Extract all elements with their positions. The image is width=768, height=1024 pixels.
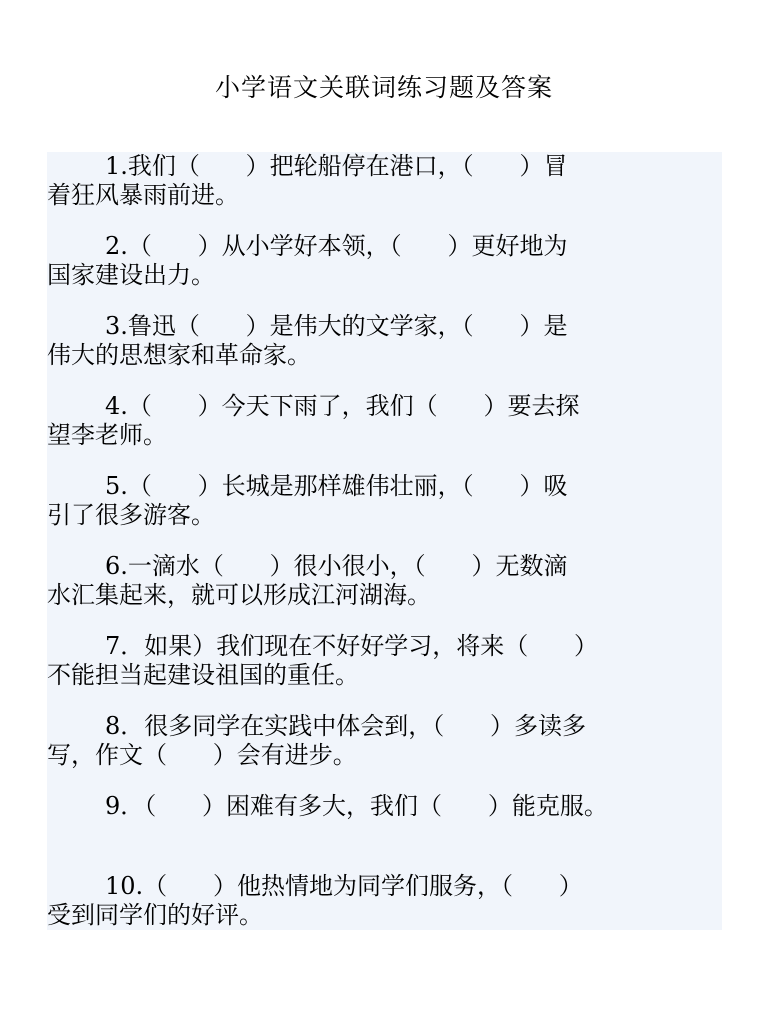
question-7-line-1: 7．如果）我们现在不好好学习，将来（ ）: [105, 632, 599, 660]
question-item-8: [47, 712, 737, 792]
question-list: [47, 152, 737, 952]
question-item-9: [47, 792, 737, 872]
question-6-line-2: 水汇集起来，就可以形成江河湖海。: [47, 581, 431, 609]
question-item-7: [47, 632, 737, 712]
question-10-line-2: 受到同学们的好评。: [47, 901, 263, 929]
question-item-5: [47, 472, 737, 552]
question-item-2: [47, 232, 737, 312]
question-8-line-1: 8．很多同学在实践中体会到，（ ）多读多: [105, 712, 587, 740]
question-8-line-2: 写，作文（ ）会有进步。: [47, 741, 357, 769]
question-3-line-2: 伟大的思想家和革命家。: [47, 341, 311, 369]
question-4-line-1: 4.（ ）今天下雨了，我们（ ）要去探: [105, 392, 580, 420]
question-7-line-2: 不能担当起建设祖国的重任。: [47, 661, 359, 689]
question-3-line-1: 3.鲁迅（ ）是伟大的文学家，（ ）是: [105, 312, 568, 340]
question-4-line-2: 望李老师。: [47, 421, 167, 449]
question-9-line-1: 9．（ ）困难有多大，我们（ ）能克服。: [105, 792, 608, 820]
question-item-10: [47, 872, 737, 952]
question-5-line-1: 5.（ ）长城是那样雄伟壮丽，（ ）吸: [105, 472, 568, 500]
question-2-line-2: 国家建设出力。: [47, 261, 215, 289]
question-item-6: [47, 552, 737, 632]
question-6-line-1: 6.一滴水（ ）很小很小，（ ）无数滴: [105, 552, 568, 580]
question-5-line-2: 引了很多游客。: [47, 501, 215, 529]
question-2-line-1: 2.（ ）从小学好本领，（ ）更好地为: [105, 232, 568, 260]
question-10-line-1: 10.（ ）他热情地为同学们服务，（ ）: [105, 872, 583, 900]
question-1-line-2: 着狂风暴雨前进。: [47, 181, 239, 209]
question-item-1: [47, 152, 737, 232]
question-item-4: [47, 392, 737, 472]
question-item-3: [47, 312, 737, 392]
question-1-line-1: 1.我们（ ）把轮船停在港口，（ ）冒: [105, 152, 568, 180]
page-title: 小学语文关联词练习题及答案: [214, 73, 553, 102]
